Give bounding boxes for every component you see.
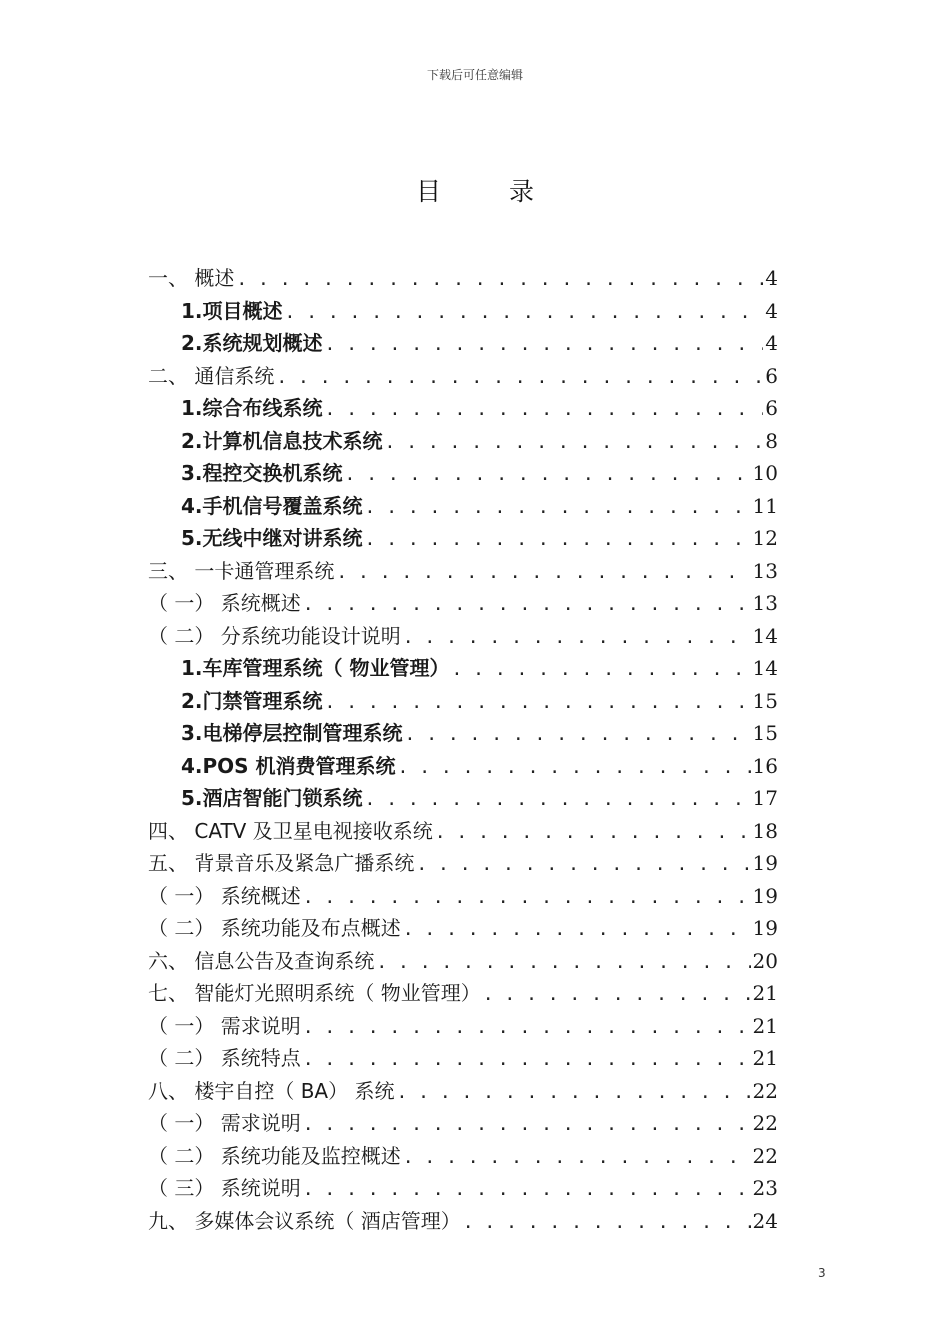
toc-entry[interactable]	[148, 620, 778, 653]
toc-entry-label: 二、 通信系统	[148, 363, 275, 388]
toc-leader-dots	[463, 1207, 751, 1240]
toc-leader-dots	[303, 1044, 751, 1077]
toc-entry[interactable]	[148, 457, 778, 490]
toc-entry-page: 15	[752, 688, 778, 713]
toc-leader-dots	[416, 849, 750, 882]
toc-entry-label: 一、 概述	[148, 266, 235, 290]
toc-entry[interactable]	[148, 1010, 778, 1043]
toc-entry-page: 6	[765, 363, 778, 388]
toc-entry-page: 16	[752, 753, 778, 778]
toc-entry-page: 8	[765, 428, 778, 453]
toc-entry-label: 5.无线中继对讲系统	[181, 526, 363, 550]
toc-entry[interactable]	[148, 652, 778, 685]
toc-entry[interactable]	[148, 847, 778, 880]
toc-entry[interactable]	[148, 977, 778, 1010]
toc-entry-page: 21	[752, 1046, 778, 1070]
toc-entry[interactable]	[148, 1205, 778, 1238]
toc-entry-label: 九、 多媒体会议系统（ 酒店管理）	[148, 1208, 461, 1233]
toc-entry-page: 15	[752, 721, 778, 745]
toc-entry-label: （ 一） 系统概述	[148, 883, 301, 908]
toc-entry-page: 19	[752, 916, 778, 940]
toc-entry[interactable]	[148, 490, 778, 523]
toc-entry[interactable]	[148, 685, 778, 718]
toc-entry-label: 三、 一卡通管理系统	[148, 558, 335, 583]
toc-entry[interactable]	[148, 1107, 778, 1140]
toc-leader-dots	[325, 329, 764, 362]
toc-entry-label: 3.程控交换机系统	[181, 461, 343, 485]
toc-entry-page: 4	[765, 266, 778, 290]
toc-entry[interactable]	[148, 750, 778, 783]
toc-entry-label: 2.计算机信息技术系统	[181, 428, 383, 453]
toc-entry-label: （ 一） 需求说明	[148, 1111, 301, 1135]
toc-leader-dots	[336, 557, 750, 590]
toc-leader-dots	[435, 817, 751, 850]
toc-entry[interactable]	[148, 1140, 778, 1173]
toc-leader-dots	[403, 914, 751, 947]
toc-entry[interactable]	[148, 360, 778, 393]
toc-entry-page: 13	[752, 591, 778, 615]
toc-entry[interactable]	[148, 945, 778, 978]
toc-entry-page: 12	[752, 526, 778, 550]
toc-entry[interactable]	[148, 587, 778, 620]
toc-leader-dots	[365, 492, 751, 525]
toc-entry-page: 21	[752, 1013, 778, 1038]
toc-entry-label: （ 三） 系统说明	[148, 1176, 301, 1200]
toc-entry[interactable]	[148, 1172, 778, 1205]
toc-entry-label: （ 二） 分系统功能设计说明	[148, 623, 401, 648]
toc-entry-page: 19	[752, 883, 778, 908]
toc-entry-page: 23	[752, 1176, 778, 1200]
toc-entry[interactable]	[148, 1042, 778, 1075]
toc-leader-dots	[483, 979, 751, 1012]
toc-entry[interactable]	[148, 295, 778, 328]
toc-entry-label: 2.门禁管理系统	[181, 688, 323, 713]
toc-entry[interactable]	[148, 1075, 778, 1108]
toc-entry[interactable]	[148, 782, 778, 815]
toc-entry-page: 11	[752, 493, 778, 518]
toc-entry-label: 3.电梯停层控制管理系统	[181, 721, 403, 745]
toc-leader-dots	[285, 297, 764, 330]
toc-entry[interactable]	[148, 555, 778, 588]
toc-entry-label: 2.系统规划概述	[181, 331, 323, 355]
toc-entry-page: 17	[752, 786, 778, 810]
toc-entry-page: 21	[752, 981, 778, 1005]
toc-leader-dots	[325, 394, 764, 427]
page-number: 3	[818, 1266, 826, 1280]
toc-leader-dots	[325, 687, 751, 720]
toc-entry[interactable]	[148, 392, 778, 425]
toc-entry-page: 22	[752, 1111, 778, 1135]
toc-leader-dots	[365, 784, 751, 817]
toc-entry-label: 4.POS 机消费管理系统	[181, 753, 396, 778]
toc-entry[interactable]	[148, 262, 778, 295]
toc-leader-dots	[398, 752, 751, 785]
toc-entry[interactable]	[148, 522, 778, 555]
toc-entry-page: 14	[752, 623, 778, 648]
toc-entry-page: 10	[752, 461, 778, 485]
toc-leader-dots	[376, 947, 750, 980]
toc-leader-dots	[345, 459, 751, 492]
toc-entry-page: 14	[752, 656, 778, 680]
toc-leader-dots	[303, 589, 751, 622]
toc-entry-label: （ 一） 需求说明	[148, 1013, 301, 1038]
toc-entry-label: 四、 CATV 及卫星电视接收系统	[148, 818, 433, 843]
table-of-contents	[148, 262, 778, 1237]
toc-entry-page: 13	[752, 558, 778, 583]
toc-leader-dots	[403, 622, 751, 655]
toc-entry-page: 19	[752, 851, 778, 875]
toc-entry-page: 4	[765, 331, 778, 355]
toc-leader-dots	[303, 882, 751, 915]
toc-entry-label: 七、 智能灯光照明系统（ 物业管理）	[148, 981, 481, 1005]
toc-entry[interactable]	[148, 912, 778, 945]
toc-entry-page: 22	[752, 1143, 778, 1168]
toc-entry[interactable]	[148, 880, 778, 913]
toc-leader-dots	[405, 719, 751, 752]
page-title: 目 录	[416, 177, 564, 206]
toc-entry-page: 20	[752, 948, 778, 973]
toc-entry[interactable]	[148, 815, 778, 848]
toc-entry-label: （ 二） 系统特点	[148, 1046, 301, 1070]
toc-entry-label: 八、 楼宇自控（ BA） 系统	[148, 1078, 395, 1103]
toc-entry-page: 18	[752, 818, 778, 843]
toc-entry-label: 五、 背景音乐及紧急广播系统	[148, 851, 415, 875]
toc-entry-label: 5.酒店智能门锁系统	[181, 786, 363, 810]
toc-entry-page: 6	[765, 396, 778, 420]
toc-entry-label: 4.手机信号覆盖系统	[181, 493, 363, 518]
toc-entry[interactable]	[148, 425, 778, 458]
toc-leader-dots	[365, 524, 751, 557]
toc-leader-dots	[303, 1174, 751, 1207]
toc-entry-label: 1.车库管理系统（ 物业管理）	[181, 656, 450, 680]
toc-entry-label: 1.综合布线系统	[181, 396, 323, 420]
toc-leader-dots	[403, 1142, 751, 1175]
toc-leader-dots	[276, 362, 763, 395]
toc-entry-page: 4	[765, 298, 778, 323]
toc-entry[interactable]	[148, 327, 778, 360]
toc-leader-dots	[303, 1012, 751, 1045]
toc-entry-page: 24	[752, 1208, 778, 1233]
toc-leader-dots	[396, 1077, 750, 1110]
toc-entry-label: （ 二） 系统功能及布点概述	[148, 916, 401, 940]
toc-leader-dots	[385, 427, 764, 460]
toc-entry-page: 22	[752, 1078, 778, 1103]
toc-entry-label: （ 二） 系统功能及监控概述	[148, 1143, 401, 1168]
toc-entry[interactable]	[148, 717, 778, 750]
toc-entry-label: 六、 信息公告及查询系统	[148, 948, 375, 973]
toc-leader-dots	[303, 1109, 751, 1142]
toc-entry-label: 1.项目概述	[181, 298, 283, 323]
toc-leader-dots	[451, 654, 750, 687]
page-header: 下载后可任意编辑	[426, 68, 523, 82]
toc-entry-label: （ 一） 系统概述	[148, 591, 301, 615]
toc-leader-dots	[236, 264, 763, 297]
